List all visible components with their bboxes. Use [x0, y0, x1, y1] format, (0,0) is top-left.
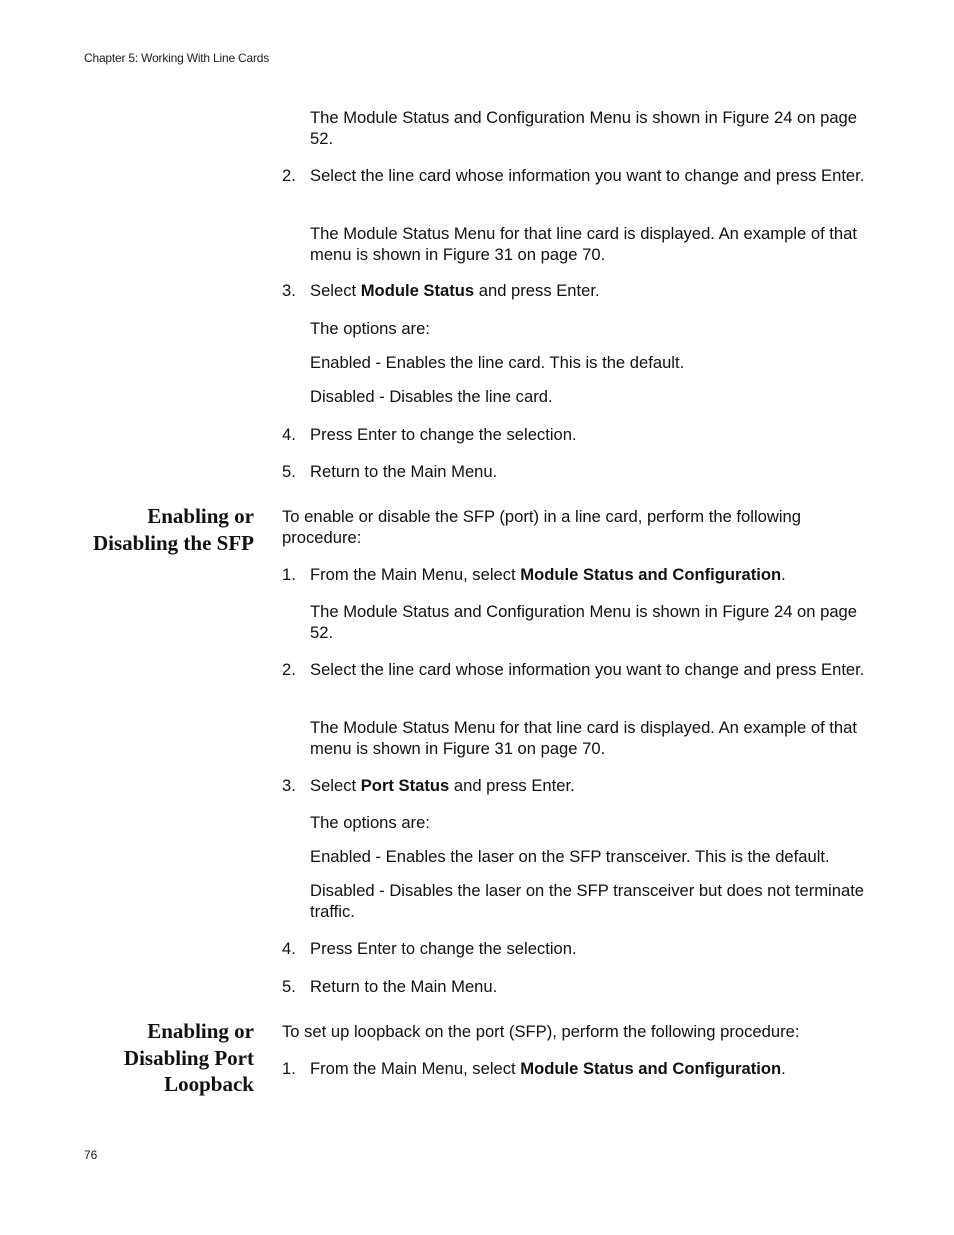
section-heading-loopback: Enabling or Disabling Port Loopback	[123, 1019, 254, 1096]
step-number: 3.	[282, 281, 296, 300]
step-number: 4.	[282, 939, 296, 958]
step-text: Press Enter to change the selection.	[310, 425, 577, 444]
step-text: Press Enter to change the selection.	[310, 939, 577, 958]
bold-term: Module Status	[360, 281, 475, 300]
section-intro: To set up loopback on the port (SFP), perform the following procedure:	[282, 1022, 800, 1041]
step-text: Return to the Main Menu.	[310, 977, 498, 996]
options-label: The options are:	[310, 319, 430, 338]
paragraph: The Module Status and Configuration Menu is shown in Figure 24 on page 52.	[310, 602, 858, 642]
step-number: 5.	[282, 462, 296, 481]
step-text: Return to the Main Menu.	[310, 462, 498, 481]
step-number: 1.	[282, 565, 296, 584]
step-text: Select Module Status and press Enter.	[310, 281, 600, 300]
bold-term: Module Status and Configuration	[520, 565, 782, 584]
step-text: Select Port Status and press Enter.	[310, 776, 575, 795]
page-number: 76	[84, 1148, 98, 1162]
bold-term: Module Status and Configuration	[520, 1059, 782, 1078]
chapter-header: Chapter 5: Working With Line Cards	[84, 51, 270, 65]
paragraph: The Module Status Menu for that line card is displayed. An example of that menu is shown in Figure 31 on page 70.	[310, 224, 857, 264]
option-disabled: Disabled - Disables the laser on the SFP transceiver but does not terminate traffic.	[310, 881, 865, 921]
step-text: From the Main Menu, select Module Status and Configuration.	[310, 565, 786, 584]
section-intro: To enable or disable the SFP (port) in a line card, perform the following procedure:	[282, 507, 801, 547]
step-text: Select the line card whose information you want to change and press Enter.	[310, 660, 865, 679]
step-number: 2.	[282, 660, 296, 679]
step-number: 1.	[282, 1059, 296, 1078]
bold-term: Port Status	[360, 776, 450, 795]
step-text: Select the line card whose information you want to change and press Enter.	[310, 166, 865, 185]
step-number: 3.	[282, 776, 296, 795]
step-number: 4.	[282, 425, 296, 444]
option-enabled: Enabled - Enables the laser on the SFP transceiver. This is the default.	[310, 847, 830, 866]
paragraph: The Module Status Menu for that line card is displayed. An example of that menu is shown in Figure 31 on page 70.	[310, 718, 857, 758]
options-label: The options are:	[310, 813, 430, 832]
option-disabled: Disabled - Disables the line card.	[310, 387, 553, 406]
step-number: 2.	[282, 166, 296, 185]
option-enabled: Enabled - Enables the line card. This is the default.	[310, 353, 685, 372]
section-heading-sfp: Enabling or Disabling the SFP	[92, 504, 254, 555]
step-number: 5.	[282, 977, 296, 996]
step-text: From the Main Menu, select Module Status and Configuration.	[310, 1059, 786, 1078]
paragraph: The Module Status and Configuration Menu is shown in Figure 24 on page 52.	[310, 108, 858, 148]
